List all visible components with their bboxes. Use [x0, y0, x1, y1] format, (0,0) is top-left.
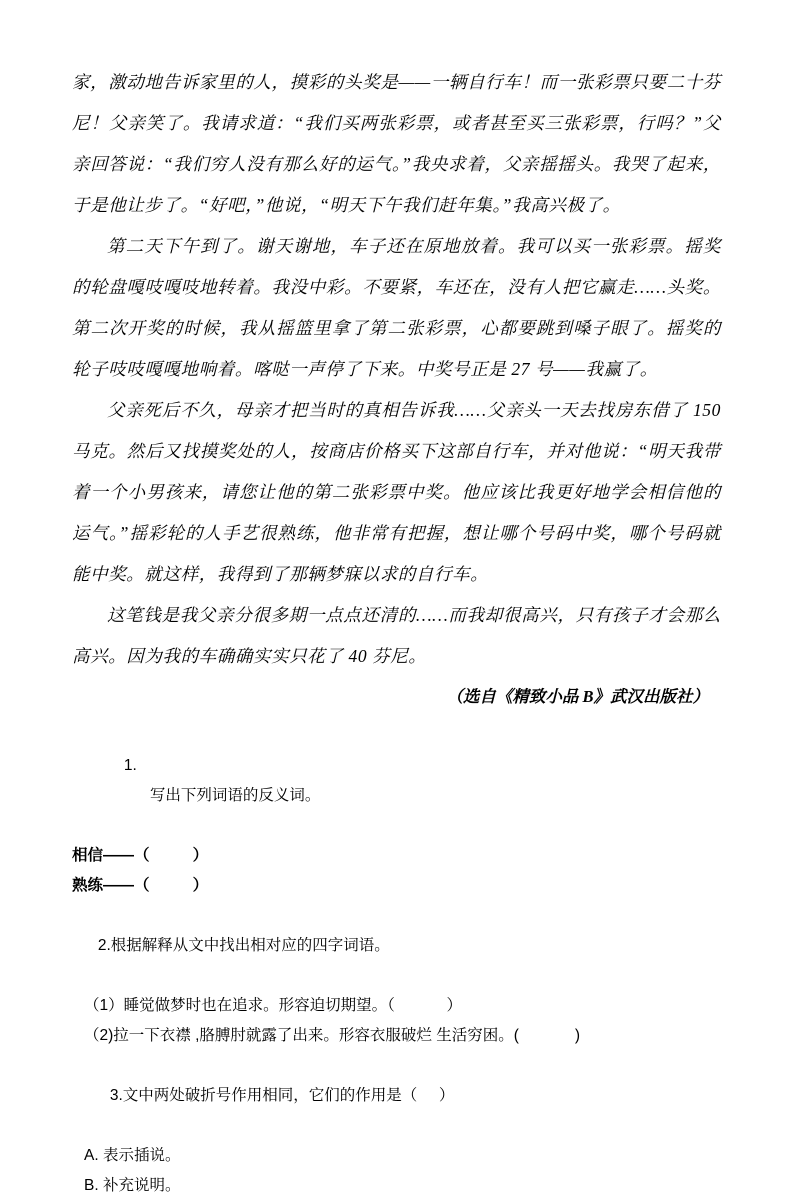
- questions-section: [72, 721, 721, 1201]
- question-2-item-2[interactable]: （2)拉一下衣襟 ,胳膊肘就露了出来。形容衣服破烂 生活穷困。( ): [84, 1027, 581, 1044]
- question-2-number: 2.: [97, 937, 111, 954]
- question-2-item-1[interactable]: （1）睡觉做梦时也在追求。形容迫切期望。（ ）: [84, 997, 463, 1014]
- question-1-text: 写出下列词语的反义词。: [149, 787, 321, 804]
- question-2-text: 根据解释从文中找出相对应的四字词语。: [110, 937, 390, 954]
- question-3-text: 文中两处破折号作用相同，它们的作用是（ ）: [122, 1087, 455, 1104]
- question-2-stem: [72, 901, 721, 991]
- question-1-blank-b[interactable]: 熟练——（ ）: [72, 877, 209, 894]
- paragraph-1: 家，激动地告诉家里的人，摸彩的头奖是——一辆自行车！而一张彩票只要二十芬尼！父亲笑了。我请求道：“我们买两张彩票，或者甚至买三张彩票，行吗？”父亲回答说：“我们穷人没有那么好的运气。”我央求着，父亲摇摇头。我哭了起来，于是他让步了。“好吧，”他说，“明天下午我们赶年集。”我高兴极了。: [72, 72, 721, 215]
- question-1-number: 1.: [123, 757, 137, 774]
- question-3-option-b[interactable]: B. 补充说明。: [84, 1177, 181, 1194]
- paragraph-2: 第二天下午到了。谢天谢地，车子还在原地放着。我可以买一张彩票。摇奖的轮盘嘎吱嘎吱地转着。我没中彩。不要紧，车还在，没有人把它赢走……头奖。第二次开奖的时候，我从摇篮里拿了第二张彩票，心都要跳到嗓子眼了。摇奖的轮子吱吱嘎嘎地响着。喀哒一声停了下来。中奖号正是 27 号——我赢了。: [72, 236, 721, 379]
- question-3-stem: [72, 1051, 721, 1141]
- source-attribution: （选自《精致小品 B》武汉出版社）: [446, 687, 709, 706]
- article-body: [72, 62, 721, 677]
- question-1-blank-a[interactable]: 相信——（ ）: [72, 847, 209, 864]
- paragraph-3: 父亲死后不久，母亲才把当时的真相告诉我……父亲头一天去找房东借了 150 马克。然后又找摸奖处的人，按商店价格买下这部自行车，并对他说：“明天我带着一个小男孩来，请您让他的第二张彩票中奖。他应该比我更好地学会相信他的运气。”摇彩轮的人手艺很熟练，他非常有把握，想让哪个号码中奖，哪个号码就能中奖。就这样，我得到了那辆梦寐以求的自行车。: [72, 400, 721, 584]
- question-1-stem: [72, 721, 721, 841]
- question-3-number: 3.: [109, 1087, 123, 1104]
- question-3-option-a[interactable]: A. 表示插说。: [84, 1147, 181, 1164]
- paragraph-4: 这笔钱是我父亲分很多期一点点还清的……而我却很高兴，只有孩子才会那么高兴。因为我的车确确实实只花了 40 芬尼。: [72, 605, 721, 666]
